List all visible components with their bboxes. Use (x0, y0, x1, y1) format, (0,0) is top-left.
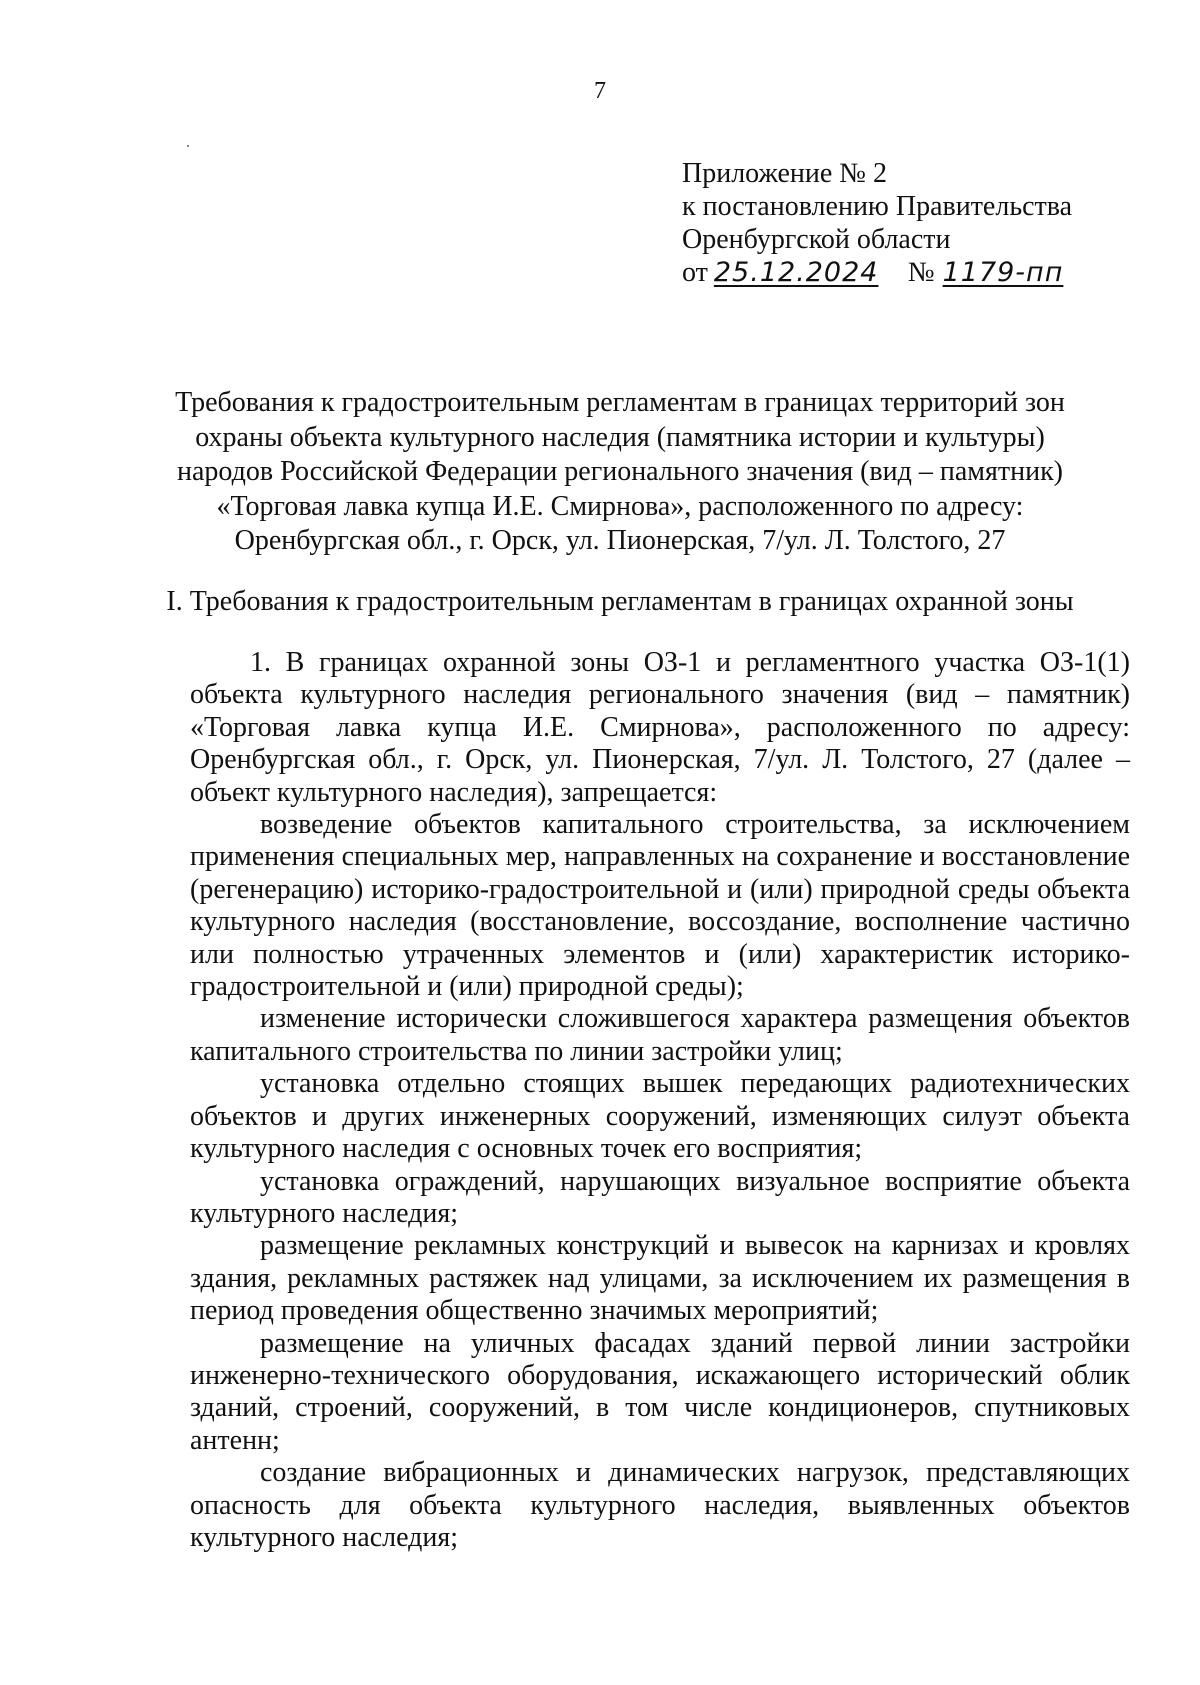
appendix-block (682, 157, 1111, 289)
handwritten-date: 25.12.2024 (713, 257, 879, 288)
paragraph-intro: 1. В границах охранной зоны ОЗ-1 и регламентного участка ОЗ-1(1) объекта культурного наследия регионального значения (вид – памятник) «Торговая лавка купца И.Е. Смирнова», расположенного по адресу: Оренбургская обл., г. Орск, ул. Пионерская, 7/ул. Л. Толстого, 27 (далее – объект культурного наследия), запрещается: (190, 647, 1130, 808)
paragraph-item: создание вибрационных и динамических нагрузок, представляющих опасность для объекта культурного наследия, выявленных объектов культурного наследия; (190, 1457, 1130, 1553)
scan-speck (187, 145, 189, 147)
title-line-2: охраны объекта культурного наследия (памятника истории и культуры) (195, 421, 1045, 453)
title-line-3: народов Российской Федерации регионального значения (вид – памятник) (177, 456, 1063, 487)
paragraph-item: установка отдельно стоящих вышек передающих радиотехнических объектов и других инженерных сооружений, изменяющих силуэт объекта культурного наследия с основных точек его восприятия; (190, 1068, 1130, 1165)
appendix-line-1: Приложение № 2 (682, 158, 887, 189)
paragraph-item: установка ограждений, нарушающих визуальное восприятие объекта культурного наследия; (190, 1165, 1130, 1229)
paragraph-item: возведение объектов капитального строительства, за исключением применения специальных мер, направленных на сохранение и восстановление (регенерацию) историко-градостроительной и (или) природной среды объекта культурного наследия (восстановление, воссоздание, восполнение частично или полностью утраченных элементов и (или) характеристик историко-градостроительной и (или) природной среды); (190, 809, 1130, 1003)
title-line-1: Требования к градостроительным регламентам в границах территорий зон (175, 387, 1065, 418)
date-prefix: от (682, 257, 708, 288)
paragraph-item: размещение рекламных конструкций и вывесок на карнизах и кровлях здания, рекламных растяжек над улицами, за исключением их размещения в период проведения общественно значимых мероприятий; (190, 1230, 1130, 1327)
appendix-line-2: к постановлению Правительства (682, 191, 1073, 222)
paragraph-item: изменение исторически сложившегося характера размещения объектов капитального строительства по линии застройки улиц; (190, 1003, 1130, 1067)
handwritten-number: 1179-пп (942, 257, 1064, 288)
section-heading: I. Требования к градостроительным регламентам в границах охранной зоны (166, 586, 1074, 617)
number-label: № (907, 257, 935, 288)
title-line-4: «Торговая лавка купца И.Е. Смирнова», расположенного по адресу: (216, 490, 1024, 522)
document-title (150, 386, 1090, 559)
page-number: 7 (594, 78, 606, 104)
paragraph-item: размещение на уличных фасадах зданий первой линии застройки инженерно-технического оборудования, искажающего исторический облик зданий, строений, сооружений, в том числе кондиционеров, спутниковых антенн; (190, 1327, 1130, 1456)
title-line-5: Оренбургская обл., г. Орск, ул. Пионерская, 7/ул. Л. Толстого, 27 (234, 525, 1006, 556)
appendix-date-line (682, 256, 1111, 289)
body-text (190, 647, 1130, 1554)
appendix-line-3: Оренбургской области (682, 224, 951, 255)
